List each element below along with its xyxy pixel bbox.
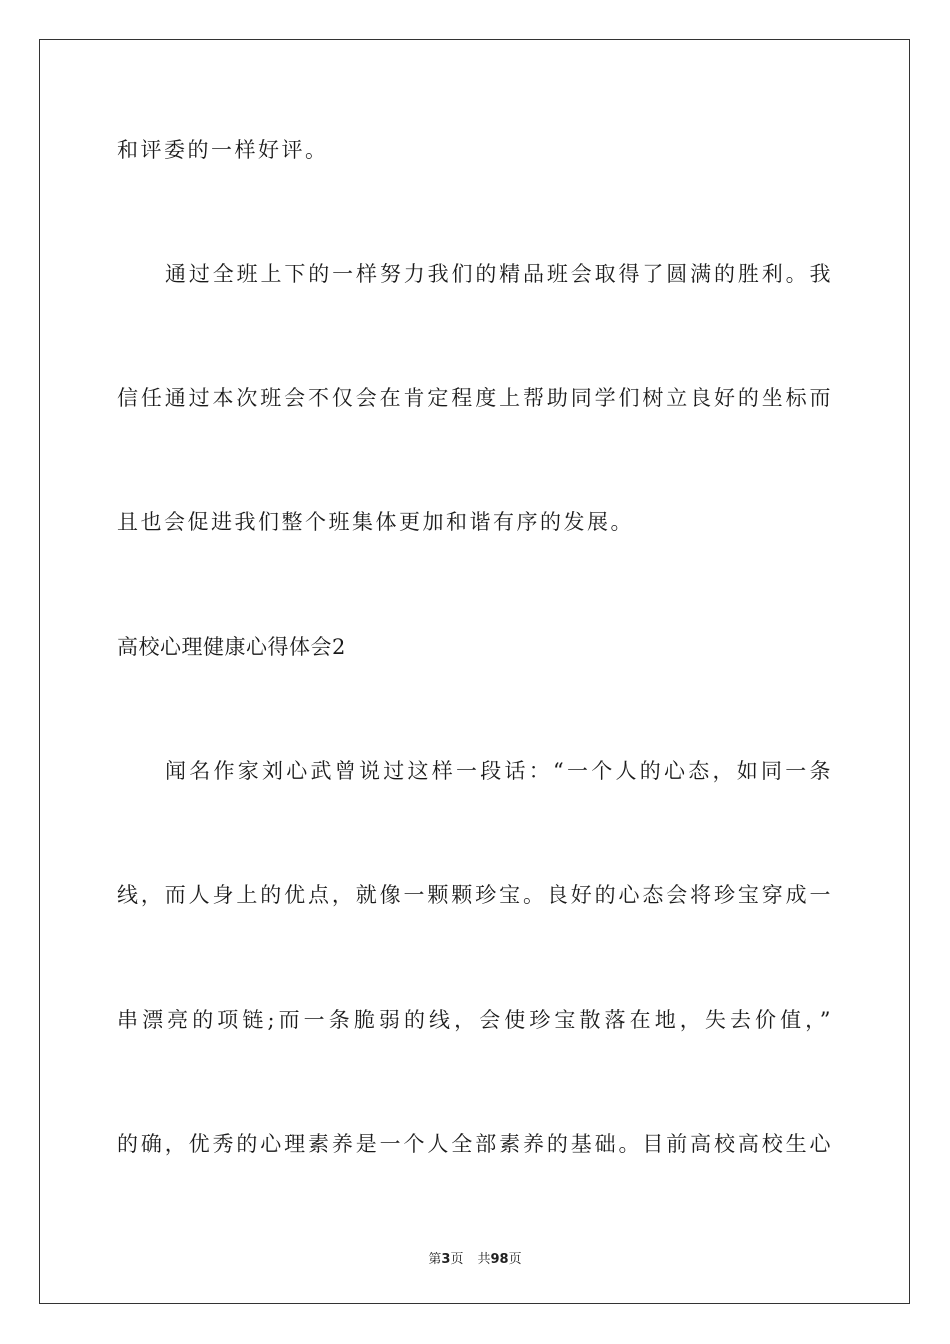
text-line-2: 通过全班上下的一样努力我们的精品班会取得了圆满的胜利。我: [165, 262, 833, 286]
text-line-4: 且也会促进我们整个班集体更加和谐有序的发展。: [117, 510, 634, 534]
total-suffix: 页: [508, 1252, 522, 1267]
text-line-6: 闻名作家刘心武曾说过这样一段话：“一个人的心态，如同一条: [165, 759, 833, 783]
page-number: 3: [441, 1252, 451, 1267]
total-prefix: 共: [477, 1252, 491, 1267]
page-suffix: 页: [450, 1252, 464, 1267]
page-frame: [39, 39, 910, 1304]
text-line-9: 的确，优秀的心理素养是一个人全部素养的基础。目前高校高校生心: [117, 1132, 833, 1156]
text-line-8: 串漂亮的项链;而一条脆弱的线，会使珍宝散落在地，失去价值，”: [117, 1008, 833, 1032]
section-heading: 高校心理健康心得体会2: [117, 635, 346, 659]
page-footer: [0, 1248, 950, 1267]
page-prefix: 第: [428, 1252, 442, 1267]
text-line-7: 线，而人身上的优点，就像一颗颗珍宝。良好的心态会将珍宝穿成一: [117, 883, 833, 907]
text-line-1: 和评委的一样好评。: [117, 138, 329, 162]
total-pages: 98: [490, 1252, 509, 1267]
text-line-3: 信任通过本次班会不仅会在肯定程度上帮助同学们树立良好的坐标而: [117, 386, 833, 410]
